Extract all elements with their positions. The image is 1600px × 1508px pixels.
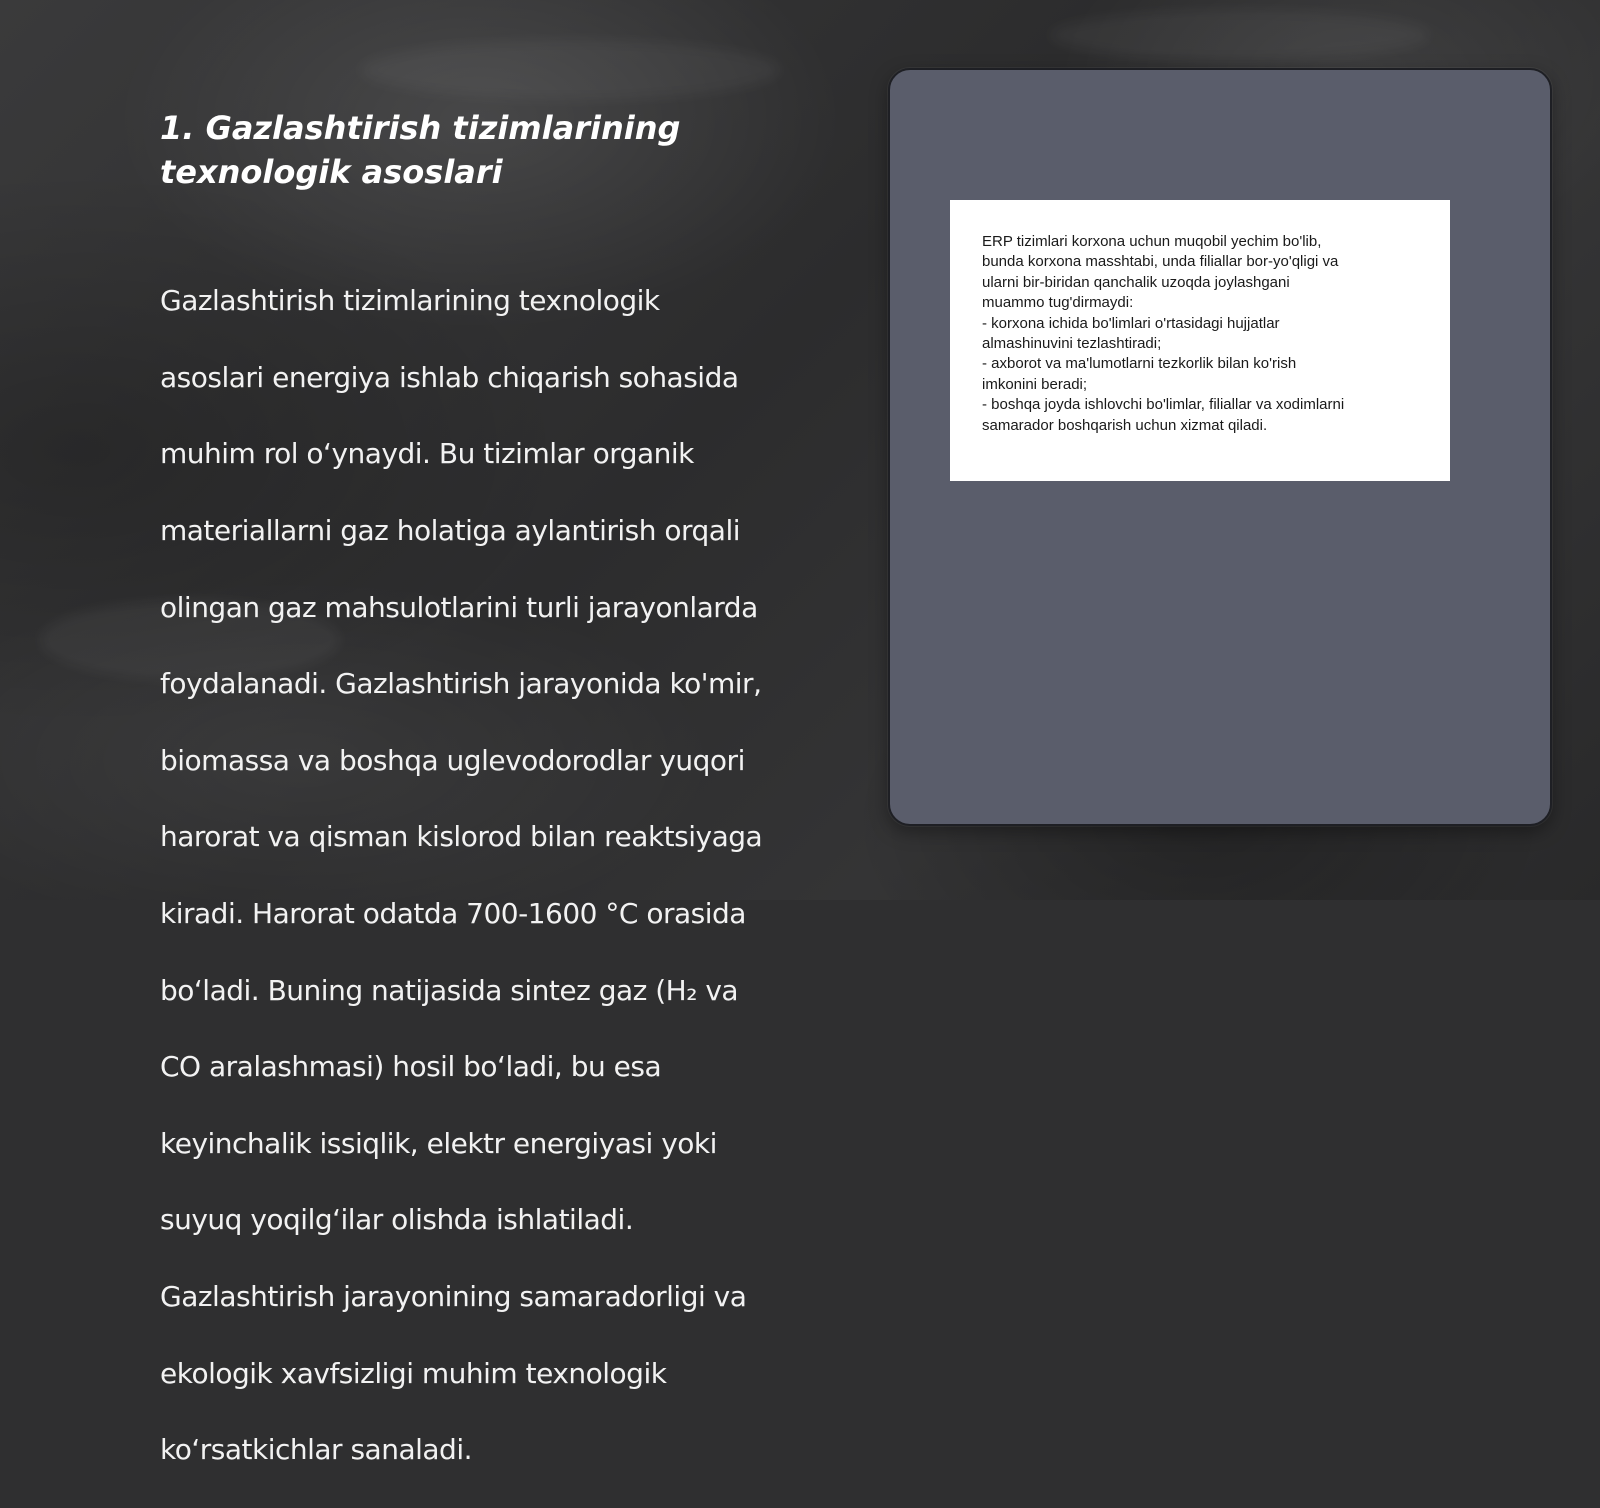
note-line: - axborot va ma'lumotlarni tezkorlik bilan ko'rish <box>982 355 1297 373</box>
body-line: biomassa va boshqa uglevodorodlar yuqori <box>160 743 745 777</box>
body-line: Gazlashtirish jarayonining samaradorligi va <box>160 1280 747 1314</box>
body-line: ekologik xavfsizligi muhim texnologik <box>160 1356 667 1390</box>
note-line: - boshqa joyda ishlovchi bo'limlar, filiallar va xodimlarni <box>982 396 1345 414</box>
note-line: ERP tizimlari korxona uchun muqobil yechim bo'lib, <box>982 233 1322 250</box>
body-line: muhim rol o‘ynaydi. Bu tizimlar organik <box>160 437 694 471</box>
note-line: muammo tug'dirmaydi: <box>982 294 1134 312</box>
body-line: Gazlashtirish tizimlarining texnologik <box>160 284 660 318</box>
body-line: keyinchalik issiqlik, elektr energiyasi yoki <box>160 1126 717 1160</box>
body-line: ko‘rsatkichlar sanaladi. <box>160 1433 473 1467</box>
note-line: bunda korxona masshtabi, unda filiallar bor-yo'qligi va <box>982 253 1339 271</box>
body-line: suyuq yoqilg‘ilar olishda ishlatiladi. <box>160 1203 634 1237</box>
slide-title <box>160 106 800 194</box>
slide-body-text <box>160 244 840 1508</box>
slide-title-line: 1. Gazlashtirish tizimlarining <box>160 109 681 147</box>
chalk-smudge <box>1050 10 1430 60</box>
body-line: bo‘ladi. Buning natijasida sintez gaz (H₂ va <box>160 973 739 1007</box>
note-line: - korxona ichida bo'limlari o'rtasidagi hujjatlar <box>982 314 1280 332</box>
note-line: almashinuvini tezlashtiradi; <box>982 335 1162 353</box>
body-line: olingan gaz mahsulotlarini turli jarayonlarda <box>160 590 758 624</box>
note-line: imkonini beradi; <box>982 375 1088 393</box>
body-line: CO aralashmasi) hosil bo‘ladi, bu esa <box>160 1050 662 1084</box>
body-line: harorat va qisman kislorod bilan reaktsiyaga <box>160 820 763 854</box>
note-line: samarador boshqarish uchun xizmat qiladi. <box>982 416 1268 434</box>
slide-title-line: texnologik asoslari <box>160 153 503 191</box>
body-line: asoslari energiya ishlab chiqarish sohasida <box>160 360 739 394</box>
chalk-smudge <box>360 40 780 100</box>
body-line: kiradi. Harorat odatda 700-1600 °C orasida <box>160 897 746 931</box>
note-card <box>950 200 1450 481</box>
body-line: materiallarni gaz holatiga aylantirish orqali <box>160 514 741 548</box>
note-line: ularni bir-biridan qanchalik uzoqda joylashgani <box>982 273 1290 291</box>
body-line: foydalanadi. Gazlashtirish jarayonida ko'mir, <box>160 667 762 701</box>
